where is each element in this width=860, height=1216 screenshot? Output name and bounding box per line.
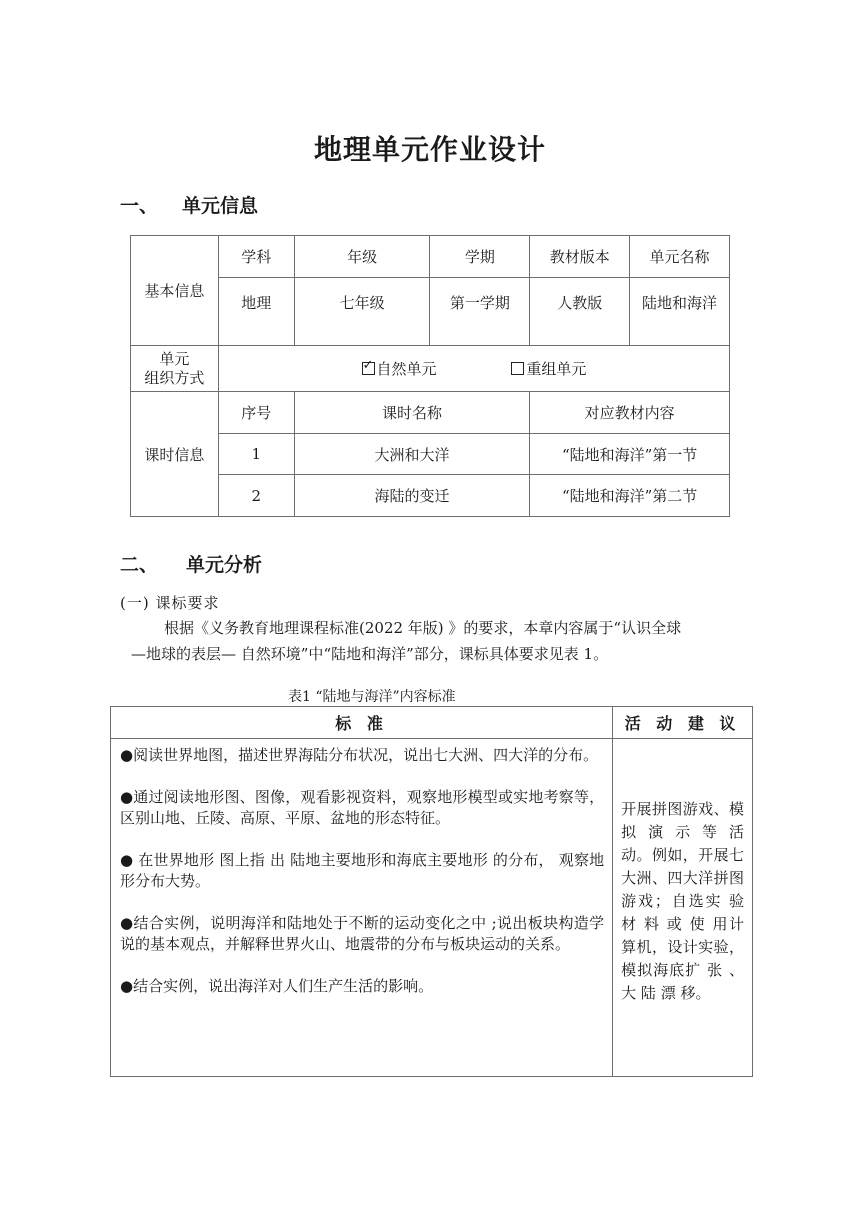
header-subject: 学科 [218, 236, 294, 278]
header-edition: 教材版本 [530, 236, 630, 278]
paragraph-line-1: 根据《义务教育地理课程标准(2022 年版) 》的要求，本章内容属于“认识全球 [164, 619, 682, 637]
lesson-no: 2 [218, 475, 294, 517]
org-label-line2: 组织方式 [144, 368, 205, 387]
lesson-name: 大洲和大洋 [294, 434, 530, 475]
lesson-row [131, 434, 730, 475]
value-subject: 地理 [218, 278, 294, 346]
subsection-heading: (一) 课标要求 [120, 594, 220, 612]
lesson-content: “陆地和海洋”第一节 [530, 434, 730, 475]
org-mode-options [218, 346, 729, 392]
header-standard: 标 准 [111, 707, 613, 739]
section-number: 二、 [120, 554, 159, 576]
basic-info-label: 基本信息 [131, 236, 219, 346]
paragraph-line-2: —地球的表层— 自然环境”中“陆地和海洋”部分，课标具体要求见表 1。 [131, 645, 609, 663]
unchecked-box-icon[interactable] [511, 362, 524, 375]
lesson-row [131, 475, 730, 517]
lesson-header-content: 对应教材内容 [530, 392, 730, 434]
value-edition: 人教版 [530, 278, 630, 346]
org-mode-label [131, 346, 219, 392]
org-label-line1: 单元 [159, 349, 190, 368]
header-unit-name: 单元名称 [630, 236, 730, 278]
standard-item: ● 在世界地形 图上指 出 陆地主要地形和海底主要地形 的分布， 观察地形分布大势。 [120, 851, 605, 890]
value-grade: 七年级 [294, 278, 430, 346]
value-unit-name: 陆地和海洋 [630, 278, 730, 346]
checked-box-icon[interactable] [362, 362, 375, 375]
unit-info-table [130, 235, 730, 517]
lesson-content: “陆地和海洋”第二节 [530, 475, 730, 517]
table-caption: 表1 “陆地与海洋”内容标准 [288, 689, 456, 705]
section-number: 一、 [120, 195, 159, 217]
option-natural-unit[interactable] [362, 360, 442, 378]
standard-item: ●通过阅读地形图、图像，观看影视资料，观察地形模型或实地考察等，区别山地、丘陵、高原、平原、盆地的形态特征。 [120, 788, 605, 827]
header-term: 学期 [430, 236, 530, 278]
lesson-header-no: 序号 [218, 392, 294, 434]
section-heading-unit-info [120, 191, 258, 218]
lesson-info-label: 课时信息 [131, 392, 219, 517]
standards-cell [111, 739, 613, 1077]
option-natural-label: 自然单元 [376, 360, 437, 378]
standard-item: ●结合实例，说出海洋对人们生产生活的影响。 [120, 977, 434, 995]
section-title: 单元信息 [182, 195, 259, 217]
page-title: 地理单元作业设计 [313, 133, 546, 166]
option-regroup-unit[interactable] [511, 360, 586, 378]
option-regroup-label: 重组单元 [526, 360, 587, 378]
lesson-header-name: 课时名称 [294, 392, 530, 434]
section-heading-unit-analysis [120, 550, 262, 577]
value-term: 第一学期 [430, 278, 530, 346]
standard-item: ●阅读世界地图，描述世界海陆分布状况，说出七大洲、四大洋的分布。 [120, 746, 599, 764]
header-grade: 年级 [294, 236, 430, 278]
activity-cell: 开展拼图游戏、模 拟 演 示 等 活 动。例如，开展七大洲、四大洋拼图游戏；自选实 验 材 料 或 使 用计算机，设计实验，模拟海底扩 张 、 大 陆 漂 移。 [613, 739, 753, 1077]
standard-item: ●结合实例，说明海洋和陆地处于不断的运动变化之中 ;说出板块构造学说的基本观点，并解释世界火山、地震带的分布与板块运动的关系。 [120, 914, 605, 953]
content-standards-table [110, 706, 753, 1077]
lesson-name: 海陆的变迁 [294, 475, 530, 517]
section-title: 单元分析 [186, 554, 263, 576]
header-activity: 活 动 建 议 [613, 707, 753, 739]
lesson-no: 1 [218, 434, 294, 475]
